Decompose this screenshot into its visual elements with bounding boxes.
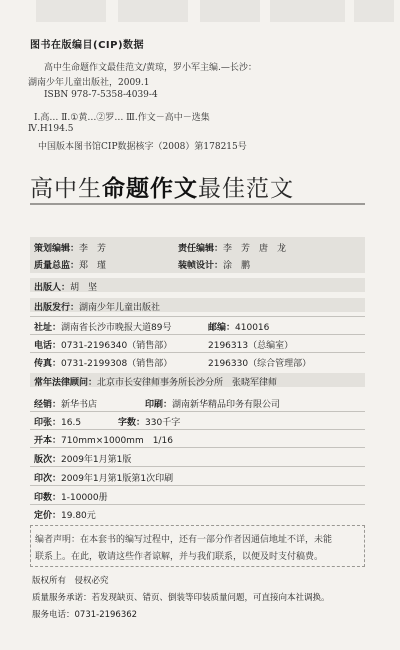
faded-heading-bleed — [0, 0, 400, 40]
divider — [30, 447, 365, 448]
phone: 电话：0731-2196340（销售部） — [34, 341, 173, 351]
cip-line: 湖南少年儿童出版社，2009.1 — [28, 78, 150, 88]
distributor: 经销：新华书店 — [34, 400, 98, 410]
divider — [30, 466, 365, 467]
divider — [30, 429, 365, 430]
printed-sheets: 印张：16.5 — [34, 418, 82, 428]
publisher: 出版发行：湖南少年儿童出版社 — [34, 303, 161, 313]
planning-editor: 策划编辑：李 芳 — [34, 244, 107, 254]
cip-line: 高中生命题作文最佳范文/黄琼，罗小军主编.—长沙： — [44, 63, 257, 73]
address: 社址：湖南省长沙市晚报大道89号 — [34, 323, 172, 333]
quality-service-promise: 质量服务承诺：若发现缺页、错页、倒装等印装质量问题，可直接向本社调换。 — [32, 593, 330, 603]
title-rule — [30, 203, 365, 205]
publisher-person: 出版人：胡 坚 — [34, 283, 98, 293]
legal-counsel: 常年法律顾问：北京市长安律师事务所长沙分所 张晓军律师 — [34, 378, 278, 388]
printer: 印刷：湖南新华精品印务有限公司 — [145, 400, 281, 410]
book-title: 高中生命题作文最佳范文 — [30, 176, 294, 202]
cover-designer: 装帧设计：涂 鹏 — [178, 261, 251, 271]
page-format: 开本：710mm×1000mm 1/16 — [34, 436, 173, 446]
divider — [30, 485, 365, 486]
divider — [30, 352, 365, 353]
service-phone: 服务电话：0731-2196362 — [32, 610, 138, 620]
editor-statement — [30, 525, 365, 567]
word-count: 字数：330千字 — [118, 418, 181, 428]
divider — [30, 334, 365, 335]
fax-admin: 2196330（综合管理部） — [208, 359, 312, 369]
divider — [30, 316, 365, 317]
fax: 传真：0731-2199308（销售部） — [34, 359, 173, 369]
cip-line: 中国版本图书馆CIP数据核字（2008）第178215号 — [38, 142, 247, 152]
editor-statement-line: 联系上。在此，敬请这些作者谅解，并与我们联系，以便及时支付稿费。 — [35, 552, 324, 562]
copyright-notice: 版权所有 侵权必究 — [32, 576, 109, 586]
divider — [30, 504, 365, 505]
editor-statement-line: 编者声明：在本套书的编写过程中，还有一部分作者因通信地址不详，未能 — [35, 535, 333, 545]
price: 定价：19.80元 — [34, 511, 96, 521]
responsible-editor: 责任编辑：李 芳 唐 龙 — [178, 244, 287, 254]
divider — [30, 411, 365, 412]
cip-heading: 图书在版编目(CIP)数据 — [30, 40, 145, 51]
cip-line: ISBN 978-7-5358-4039-4 — [44, 90, 158, 100]
impression: 印次：2009年1月第1版第1次印刷 — [34, 474, 174, 484]
cip-line: Ⅳ.H194.5 — [28, 124, 74, 134]
quality-director: 质量总监：郑 瑾 — [34, 261, 107, 271]
cip-line: Ⅰ.高… Ⅱ.①黄…②罗… Ⅲ.作文－高中－选集 — [34, 113, 210, 123]
phone-editorial: 2196313（总编室） — [208, 341, 294, 351]
edition: 版次：2009年1月第1版 — [34, 455, 132, 465]
print-run: 印数：1-10000册 — [34, 493, 108, 503]
postcode: 邮编：410016 — [208, 323, 270, 333]
